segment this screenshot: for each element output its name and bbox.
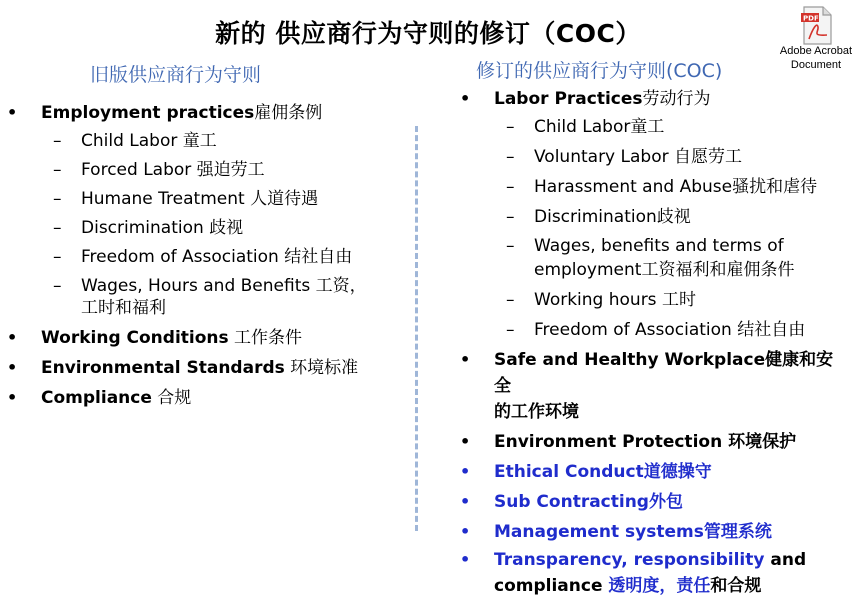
sub-item-text-cont: 工时和福利: [81, 298, 166, 318]
old-coc-heading: 旧版供应商行为守则: [90, 64, 262, 86]
sub-item-text: Humane Treatment 人道待遇: [81, 189, 319, 209]
sub-item-text: Wages, Hours and Benefits 工资，: [81, 276, 367, 296]
list-item: [460, 489, 849, 515]
attachment-caption[interactable]: [768, 44, 856, 72]
sub-item-text: Freedom of Association 结社自由: [534, 320, 806, 340]
sub-item: – Freedom of Association 结社自由: [53, 247, 353, 267]
sub-item: – Forced Labor 强迫劳工: [53, 160, 265, 180]
sub-item-text: Child Labor 童工: [81, 131, 217, 151]
list-item: [460, 459, 849, 485]
attachment-caption-line2: Document: [790, 59, 842, 71]
list-item: [460, 547, 849, 599]
sub-item-text: Freedom of Association 结社自由: [81, 247, 353, 267]
bullet: •: [460, 550, 471, 569]
column-divider: [415, 126, 418, 531]
item-label-cn: 合规: [151, 388, 192, 408]
new-coc-heading: 修订的供应商行为守则(COC): [476, 60, 723, 82]
item-label-cn: 健康和安全: [494, 350, 834, 396]
item-label-cn: 管理系统: [703, 522, 772, 542]
bullet: •: [7, 358, 18, 377]
sub-list: [41, 130, 381, 319]
sub-item-text-cont: employment工资福利和雇佣条件: [534, 260, 795, 280]
item-label-cn-tail: 和合规: [710, 576, 762, 596]
item-label: Working Conditions: [41, 328, 229, 348]
pdf-file-icon[interactable]: [800, 6, 834, 46]
item-label-cn: 透明度，责任: [608, 576, 711, 596]
sub-item: – Wages, Hours and Benefits 工资， 工时和福利: [53, 276, 367, 318]
item-label-and: and: [764, 550, 807, 570]
list-item: [7, 355, 381, 381]
item-label-cont: compliance: [494, 576, 609, 596]
bullet: •: [460, 462, 471, 481]
bullet: •: [7, 388, 18, 407]
bullet: •: [460, 432, 471, 451]
list-item: [7, 385, 381, 411]
bullet: •: [460, 492, 471, 511]
sub-item: – Discrimination歧视: [506, 207, 691, 227]
sub-item-text: Child Labor童工: [534, 117, 665, 137]
item-label-cn: 外包: [648, 492, 683, 512]
old-coc-list: [7, 100, 381, 411]
sub-item: – Discrimination 歧视: [53, 218, 244, 238]
item-label-cn: 雇佣条例: [254, 103, 323, 123]
item-label-cn: 道德操守: [643, 462, 712, 482]
item-label: Ethical Conduct: [494, 462, 644, 482]
sub-item: – Voluntary Labor 自愿劳工: [506, 147, 742, 167]
list-item: [460, 519, 849, 545]
sub-item-text: Discrimination 歧视: [81, 218, 244, 238]
bullet: •: [7, 328, 18, 347]
attachment-caption-line1: Adobe Acrobat: [779, 45, 853, 57]
sub-item-text: Discrimination歧视: [534, 207, 691, 227]
list-item: [460, 429, 849, 455]
item-label: Transparency, responsibility: [494, 550, 765, 570]
new-coc-list: [460, 86, 849, 599]
list-item: [460, 86, 849, 341]
item-label-cn: 劳动行为: [642, 89, 711, 109]
item-label-cont: 的工作环境: [494, 402, 579, 422]
item-label-cn: 工作条件: [228, 328, 303, 348]
list-item: [7, 100, 381, 319]
list-item: [7, 325, 381, 351]
item-label: Sub Contracting: [494, 492, 649, 512]
sub-item-text: Voluntary Labor 自愿劳工: [534, 147, 742, 167]
bullet: •: [460, 522, 471, 541]
page-title: 新的 供应商行为守则的修订（COC）: [215, 19, 641, 48]
item-label: Labor Practices: [494, 89, 643, 109]
sub-item: – Harassment and Abuse骚扰和虐待: [506, 177, 818, 197]
item-label-cn: 环境标准: [284, 358, 359, 378]
sub-item: – Wages, benefits and terms of employment工资福利和雇佣条件: [506, 236, 795, 280]
sub-item: – Humane Treatment 人道待遇: [53, 189, 319, 209]
item-label: Safe and Healthy Workplace: [494, 350, 766, 370]
item-label: Employment practices: [41, 103, 255, 123]
sub-item-text: Forced Labor 强迫劳工: [81, 160, 265, 180]
item-label: Management systems: [494, 522, 704, 542]
sub-item: – Child Labor 童工: [53, 131, 217, 151]
sub-item: – Freedom of Association 结社自由: [506, 320, 806, 340]
item-label: Environment Protection: [494, 432, 723, 452]
item-label-cn: 环境保护: [722, 432, 797, 452]
sub-item: – Child Labor童工: [506, 117, 665, 137]
list-item: [460, 347, 849, 425]
sub-item: – Working hours 工时: [506, 290, 696, 310]
item-label: Environmental Standards: [41, 358, 285, 378]
item-label: Compliance: [41, 388, 152, 408]
sub-item-text: Working hours 工时: [534, 290, 696, 310]
sub-list: [494, 116, 849, 341]
bullet: •: [7, 103, 18, 122]
bullet: •: [460, 89, 471, 108]
bullet: •: [460, 350, 471, 369]
svg-text:PDF: PDF: [803, 14, 819, 23]
sub-item-text: Wages, benefits and terms of: [534, 236, 784, 256]
sub-item-text: Harassment and Abuse骚扰和虐待: [534, 177, 818, 197]
